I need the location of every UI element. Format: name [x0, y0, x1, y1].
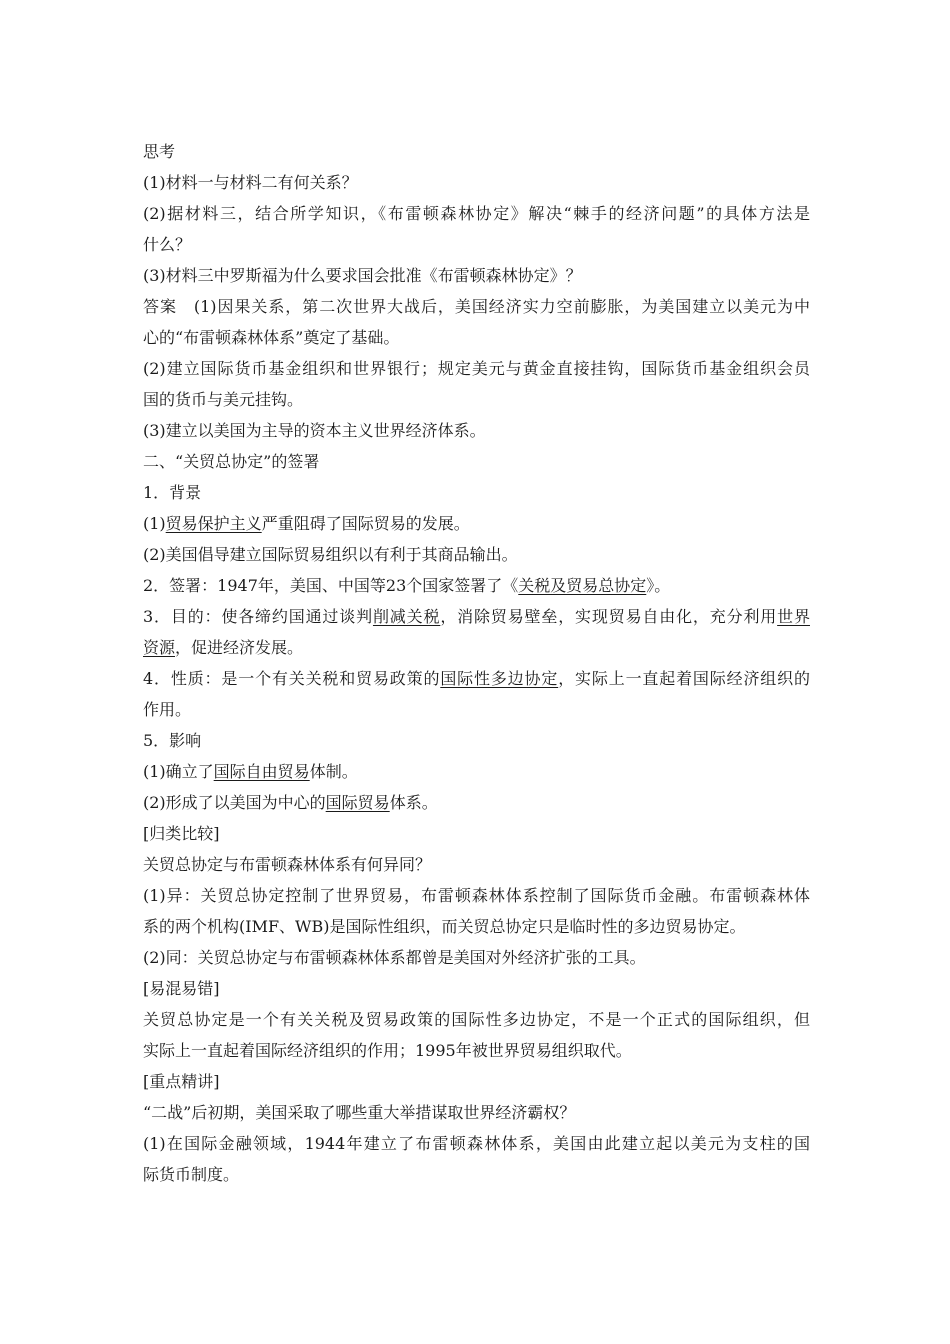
text-line	[143, 849, 810, 880]
text-line	[143, 725, 810, 756]
text-segment: (2)据材料三，结合所学知识，《布雷顿森林协定》解决“棘手的经济问题”的具体方法是	[143, 204, 810, 223]
text-line	[143, 291, 810, 322]
text-segment: (3)建立以美国为主导的资本主义世界经济体系。	[143, 421, 486, 440]
text-segment: 思考	[143, 142, 176, 161]
text-line	[143, 663, 810, 694]
text-line	[143, 601, 810, 632]
text-line	[143, 818, 810, 849]
document-body	[143, 136, 810, 1190]
text-line	[143, 167, 810, 198]
text-segment: 1．背景	[143, 483, 202, 502]
text-line	[143, 1004, 810, 1035]
text-segment: 3．目的：使各缔约国通过谈判	[143, 607, 373, 626]
text-segment: (1)异：关贸总协定控制了世界贸易，布雷顿森林体系控制了国际货币金融。布雷顿森林体	[143, 886, 810, 905]
text-line	[143, 1097, 810, 1128]
text-segment: 2．签署：1947年，美国、中国等23个国家签署了《	[143, 576, 519, 595]
text-segment: 》。	[646, 576, 671, 595]
text-segment: “二战”后初期，美国采取了哪些重大举措谋取世界经济霸权？	[143, 1103, 576, 1122]
underlined-key-term: 资源	[143, 638, 176, 657]
text-line	[143, 756, 810, 787]
text-segment: 什么？	[143, 235, 192, 254]
underlined-key-term: 世界	[777, 607, 810, 626]
text-line	[143, 353, 810, 384]
text-line	[143, 1035, 810, 1066]
underlined-key-term: 国际性多边协定	[440, 669, 559, 688]
text-segment: ，消除贸易壁垒，实现贸易自由化，充分利用	[440, 607, 778, 626]
text-line	[143, 1066, 810, 1097]
text-segment: 心的“布雷顿森林体系”奠定了基础。	[143, 328, 400, 347]
text-segment: 关贸总协定是一个有关关税及贸易政策的国际性多边协定，不是一个正式的国际组织，但	[143, 1010, 810, 1029]
text-line	[143, 942, 810, 973]
text-segment: (1)	[143, 514, 166, 533]
text-segment: 作用。	[143, 700, 192, 719]
text-line	[143, 260, 810, 291]
text-line	[143, 322, 810, 353]
text-segment: (2)美国倡导建立国际贸易组织以有利于其商品输出。	[143, 545, 518, 564]
underlined-key-term: 贸易保护主义	[165, 514, 262, 533]
text-segment: 5．影响	[143, 731, 202, 750]
underlined-key-term: 国际自由贸易	[213, 762, 310, 781]
text-line	[143, 198, 810, 229]
text-line	[143, 477, 810, 508]
text-segment: 关贸总协定与布雷顿森林体系有何异同？	[143, 855, 432, 874]
text-segment: 体制。	[309, 762, 358, 781]
underlined-key-term: 国际贸易	[325, 793, 390, 812]
text-segment: ，实际上一直起着国际经济组织的	[558, 669, 810, 688]
text-line	[143, 136, 810, 167]
text-line	[143, 632, 810, 663]
text-segment: 体系。	[389, 793, 438, 812]
text-segment: [易混易错]	[143, 979, 220, 998]
text-line	[143, 787, 810, 818]
text-line	[143, 973, 810, 1004]
text-segment: 系的两个机构(IMF、WB)是国际性组织，而关贸总协定只是临时性的多边贸易协定。	[143, 917, 746, 936]
text-segment: 4．性质：是一个有关关税和贸易政策的	[143, 669, 441, 688]
text-line	[143, 446, 810, 477]
text-segment: ，促进经济发展。	[175, 638, 304, 657]
text-line	[143, 1159, 810, 1190]
text-segment: (2)同：关贸总协定与布雷顿森林体系都曾是美国对外经济扩张的工具。	[143, 948, 646, 967]
text-line	[143, 880, 810, 911]
text-segment: (1)材料一与材料二有何关系？	[143, 173, 358, 192]
text-line	[143, 539, 810, 570]
text-line	[143, 415, 810, 446]
text-segment: (2)建立国际货币基金组织和世界银行；规定美元与黄金直接挂钩，国际货币基金组织会员	[143, 359, 810, 378]
text-segment: 严重阻碍了国际贸易的发展。	[261, 514, 470, 533]
text-line	[143, 911, 810, 942]
text-line	[143, 384, 810, 415]
text-line	[143, 229, 810, 260]
text-segment: 实际上一直起着国际经济组织的作用；1995年被世界贸易组织取代。	[143, 1041, 632, 1060]
text-line	[143, 694, 810, 725]
text-line	[143, 508, 810, 539]
text-segment: (1)在国际金融领域，1944年建立了布雷顿森林体系，美国由此建立起以美元为支柱的国	[143, 1134, 810, 1153]
text-segment: 际货币制度。	[143, 1165, 240, 1184]
text-segment: (3)材料三中罗斯福为什么要求国会批准《布雷顿森林协定》？	[143, 266, 582, 285]
text-segment: [重点精讲]	[143, 1072, 220, 1091]
text-line	[143, 570, 810, 601]
text-segment: 国的货币与美元挂钩。	[143, 390, 304, 409]
underlined-key-term: 削减关税	[372, 607, 441, 626]
text-line	[143, 1128, 810, 1159]
underlined-key-term: 关税及贸易总协定	[518, 576, 647, 595]
text-segment: (2)形成了以美国为中心的	[143, 793, 326, 812]
text-segment: (1)确立了	[143, 762, 214, 781]
text-segment: 二、“关贸总协定”的签署	[143, 452, 320, 471]
text-segment: [归类比较]	[143, 824, 220, 843]
text-segment: 答案 (1)因果关系，第二次世界大战后，美国经济实力空前膨胀，为美国建立以美元为中	[143, 297, 810, 316]
